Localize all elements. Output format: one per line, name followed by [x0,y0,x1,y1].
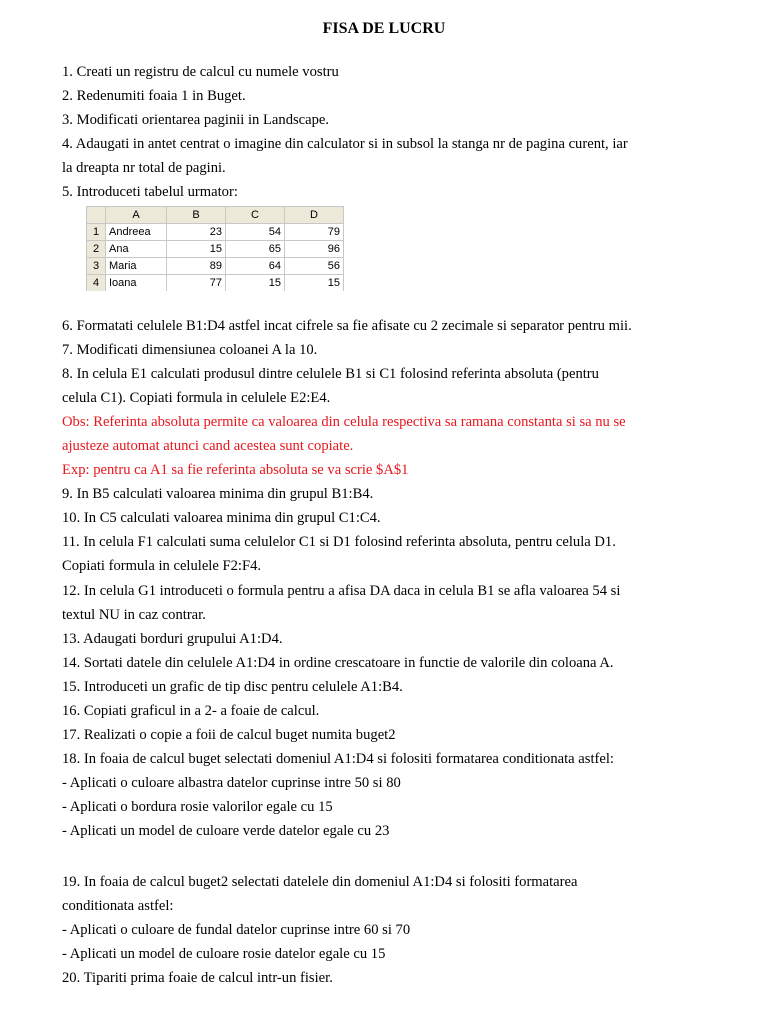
column-header: B [167,207,226,224]
instruction-line: 3. Modificati orientarea paginii in Landscape. [62,112,330,128]
instruction-line: 15. Introduceti un grafic de tip disc pentru celulele A1:B4. [62,679,403,695]
instruction-line: - Aplicati un model de culoare verde datelor egale cu 23 [62,823,390,839]
value-cell: 77 [167,275,226,292]
table-header-row [87,207,344,224]
instruction-line: 6. Formatati celulele B1:D4 astfel incat cifrele sa fie afisate cu 2 zecimale si separator pentru mii. [62,318,632,334]
instruction-line: conditionata astfel: [62,898,174,914]
instruction-line: celula C1). Copiati formula in celulele E2:E4. [62,390,331,406]
instruction-line: la dreapta nr total de pagini. [62,160,226,176]
instruction-line: 2. Redenumiti foaia 1 in Buget. [62,88,246,104]
instruction-line: 9. In B5 calculati valoarea minima din grupul B1:B4. [62,486,374,502]
table-row [87,258,344,275]
instruction-line: 20. Tipariti prima foaie de calcul intr-un fisier. [62,970,333,986]
note-line: ajusteze automat atunci cand acestea sunt copiate. [62,438,354,454]
instruction-line: 12. In celula G1 introduceti o formula pentru a afisa DA daca in celula B1 se afla valoarea 54 si [62,583,621,599]
instruction-line: - Aplicati un model de culoare rosie datelor egale cu 15 [62,946,386,962]
instruction-line: 4. Adaugati in antet centrat o imagine din calculator si in subsol la stanga nr de pagina curent, iar [62,136,628,152]
value-cell: 54 [226,224,285,241]
instruction-line: 14. Sortati datele din celulele A1:D4 in ordine crescatoare in functie de valorile din coloana A. [62,655,614,671]
instruction-line: 7. Modificati dimensiunea coloanei A la 10. [62,342,318,358]
page-title: FISA DE LUCRU [322,20,446,37]
value-cell: 15 [167,241,226,258]
column-header: C [226,207,285,224]
instruction-line: 10. In C5 calculati valoarea minima din grupul C1:C4. [62,510,381,526]
value-cell: 89 [167,258,226,275]
corner-cell [87,207,106,224]
row-header: 4 [87,275,106,292]
instruction-line: - Aplicati o culoare de fundal datelor cuprinse intre 60 si 70 [62,922,411,938]
value-cell: 64 [226,258,285,275]
row-header: 1 [87,224,106,241]
instruction-line: Copiati formula in celulele F2:F4. [62,558,262,574]
value-cell: 56 [285,258,344,275]
instruction-line: 8. In celula E1 calculati produsul dintre celulele B1 si C1 folosind referinta absoluta (pentru [62,366,599,382]
example-line: Exp: pentru ca A1 sa fie referinta absoluta se va scrie $A$1 [62,462,409,478]
name-cell: Andreea [106,224,167,241]
table-row [87,275,344,292]
instruction-line: textul NU in caz contrar. [62,607,206,623]
name-cell: Ana [106,241,167,258]
table-row [87,224,344,241]
instruction-line: 17. Realizati o copie a foii de calcul buget numita buget2 [62,727,396,743]
value-cell: 15 [285,275,344,292]
name-cell: Maria [106,258,167,275]
instruction-line: 16. Copiati graficul in a 2- a foaie de calcul. [62,703,320,719]
spreadsheet-table [86,206,344,291]
column-header: A [106,207,167,224]
row-header: 3 [87,258,106,275]
note-line: Obs: Referinta absoluta permite ca valoarea din celula respectiva sa ramana constanta si sa nu se [62,414,626,430]
row-header: 2 [87,241,106,258]
value-cell: 23 [167,224,226,241]
column-header: D [285,207,344,224]
instruction-line: 11. In celula F1 calculati suma celulelor C1 si D1 folosind referinta absoluta, pentru celula D1. [62,534,616,550]
instruction-line: 19. In foaia de calcul buget2 selectati datelele din domeniul A1:D4 si folositi formatarea [62,874,578,890]
value-cell: 79 [285,224,344,241]
value-cell: 96 [285,241,344,258]
table-row [87,241,344,258]
instruction-line: 1. Creati un registru de calcul cu numele vostru [62,64,339,80]
instruction-line: 18. In foaia de calcul buget selectati domeniul A1:D4 si folositi formatarea conditionata astfel: [62,751,614,767]
instruction-line: 13. Adaugati borduri grupului A1:D4. [62,631,283,647]
instruction-line: - Aplicati o bordura rosie valorilor egale cu 15 [62,799,333,815]
instruction-line: - Aplicati o culoare albastra datelor cuprinse intre 50 si 80 [62,775,401,791]
value-cell: 65 [226,241,285,258]
name-cell: Ioana [106,275,167,292]
instruction-line: 5. Introduceti tabelul urmator: [62,184,238,200]
value-cell: 15 [226,275,285,292]
